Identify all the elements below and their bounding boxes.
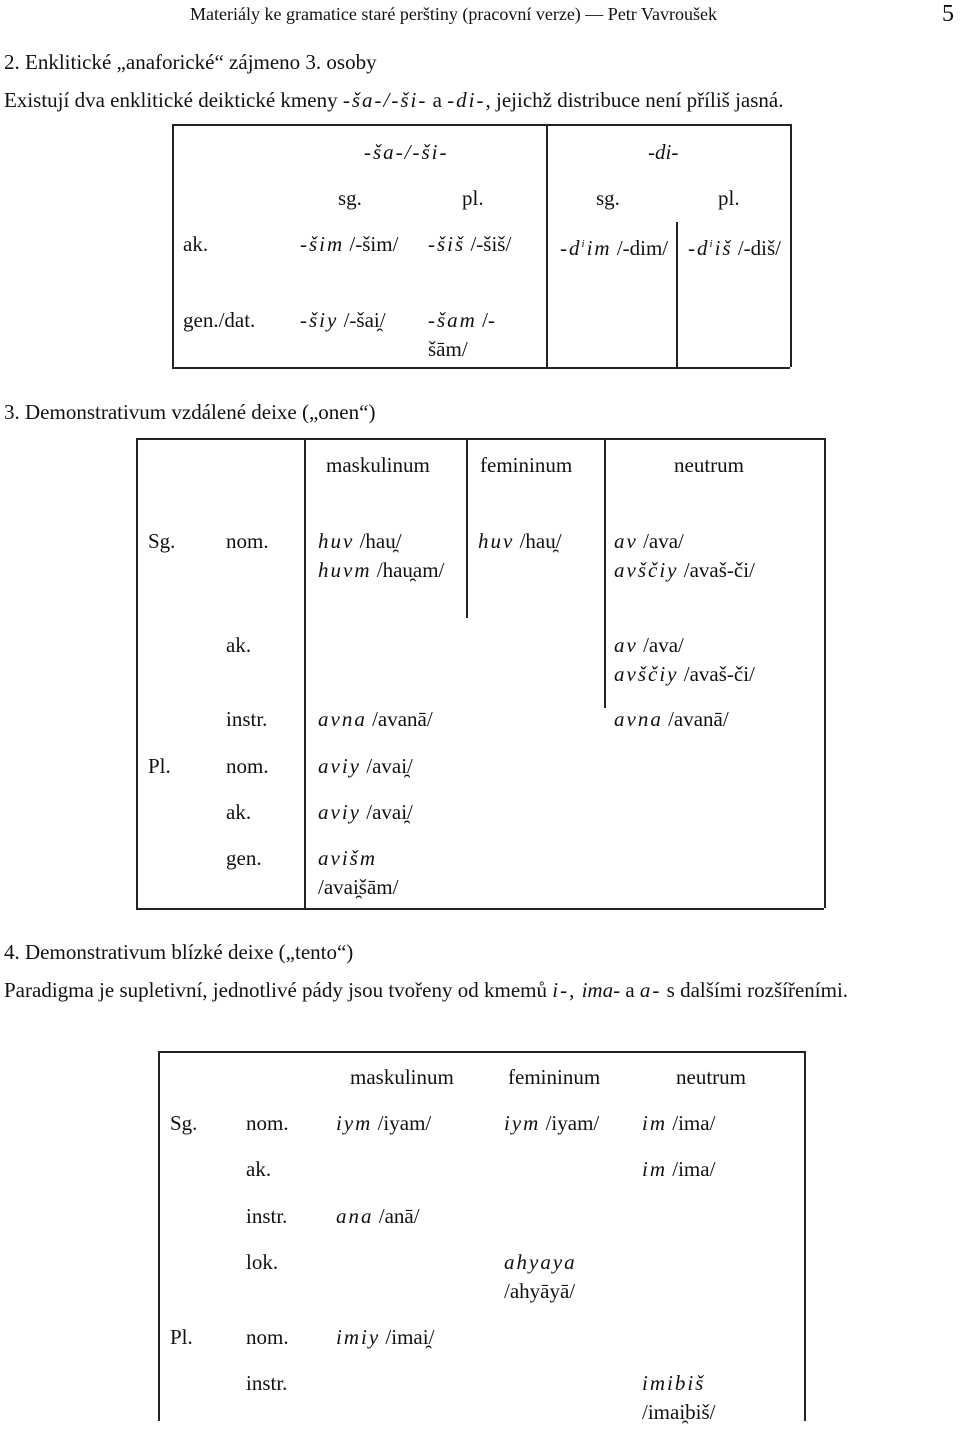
cell-im: im /ima/	[642, 1111, 716, 1135]
number-pl: Pl.	[170, 1325, 193, 1349]
cell-dis: $-d^iiš$ /-diš/	[688, 236, 781, 260]
cell-av: av /ava/	[614, 529, 684, 553]
section2-heading: 2. Enklitické „anaforické“ zájmeno 3. osoby	[4, 50, 377, 74]
sg-label: sg.	[596, 186, 620, 210]
cell-huv: huv /hau̯/	[318, 529, 402, 553]
pl-label: pl.	[718, 186, 740, 210]
col-head-fem: femininum	[480, 453, 573, 477]
case-ak: ak.	[226, 800, 252, 824]
col-head-neut: neutrum	[676, 1065, 746, 1089]
col-head-sha: -ša-/-ši-	[364, 140, 449, 164]
cell-ahyaya: ahyaya	[504, 1250, 577, 1274]
col-head-fem: femininum	[508, 1065, 601, 1089]
cell-im-ak: im /ima/	[642, 1157, 716, 1181]
cell-aviy-ak: aviy /avai̯/	[318, 800, 413, 824]
section2-intro: Existují dva enklitické deiktické kmeny -ša-/-ši- a -di-, jejichž distribuce není příliš jasná.	[4, 88, 784, 112]
cell-avsciy: avščiy /avaš-či/	[614, 558, 755, 582]
case-ak: ak.	[246, 1157, 272, 1181]
cell-sis: -šiš /-šiš/	[428, 232, 512, 256]
row-label-ak: ak.	[183, 232, 209, 256]
case-nom: nom.	[246, 1325, 289, 1349]
cell-avism: avišm /avai̯šām/	[318, 846, 399, 899]
cell-siy: -šiy /-šai̯/	[300, 308, 386, 332]
cell-iym: iym /iyam/	[336, 1111, 432, 1135]
number-sg: Sg.	[170, 1111, 198, 1135]
cell-avsciy-ak: avščiy /avaš-či/	[614, 662, 755, 686]
case-lok: lok.	[246, 1250, 279, 1274]
cell-avna-neut: avna /avanā/	[614, 707, 729, 731]
case-instr: instr.	[246, 1204, 288, 1228]
section3-heading: 3. Demonstrativum vzdálené deixe („onen“)	[4, 400, 376, 424]
section4-paragraph: Paradigma je supletivní, jednotlivé pády jsou tvořeny od kmemů i-, ima- a a- s dalšími rozšířeními.	[4, 978, 849, 1002]
page-number: 5	[942, 1, 954, 27]
cell-aviy: aviy /avai̯/	[318, 754, 413, 778]
case-nom: nom.	[226, 529, 269, 553]
case-nom: nom.	[226, 754, 269, 778]
row-label-gen-dat: gen./dat.	[183, 308, 256, 332]
col-head-di: -di-	[648, 140, 679, 164]
cell-sam: -šam /-šām/	[428, 308, 495, 361]
case-instr: instr.	[246, 1371, 288, 1395]
cell-ana: ana /anā/	[336, 1204, 420, 1228]
number-pl: Pl.	[148, 754, 171, 778]
number-sg: Sg.	[148, 529, 176, 553]
case-ak: ak.	[226, 633, 252, 657]
cell-huvm: huvm /hau̯am/	[318, 558, 445, 582]
cell-sim: -šim /-šim/	[300, 232, 399, 256]
cell-iym-fem: iym /iyam/	[504, 1111, 600, 1135]
cell-ahyaya-transcription: /ahyāyā/	[504, 1279, 576, 1303]
case-instr: instr.	[226, 707, 268, 731]
cell-imibis: imibiš	[642, 1371, 706, 1395]
case-gen: gen.	[226, 846, 262, 870]
sg-label: sg.	[338, 186, 362, 210]
col-head-masc: maskulinum	[350, 1065, 454, 1089]
cell-avna: avna /avanā/	[318, 707, 433, 731]
case-nom: nom.	[246, 1111, 289, 1135]
section4-heading: 4. Demonstrativum blízké deixe („tento“)	[4, 940, 354, 964]
cell-dim: $-d^iim$ /-dim/	[560, 236, 669, 260]
cell-imibis-transcription: /imai̯biš/	[642, 1400, 716, 1424]
running-title: Materiály ke gramatice staré perštiny (pracovní verze) — Petr Vavroušek	[190, 4, 717, 24]
col-head-masc: maskulinum	[326, 453, 430, 477]
pl-label: pl.	[462, 186, 484, 210]
cell-av-ak: av /ava/	[614, 633, 684, 657]
cell-huv-fem: huv /hau̯/	[478, 529, 562, 553]
cell-imiy: imiy /imai̯/	[336, 1325, 435, 1349]
col-head-neut: neutrum	[674, 453, 744, 477]
